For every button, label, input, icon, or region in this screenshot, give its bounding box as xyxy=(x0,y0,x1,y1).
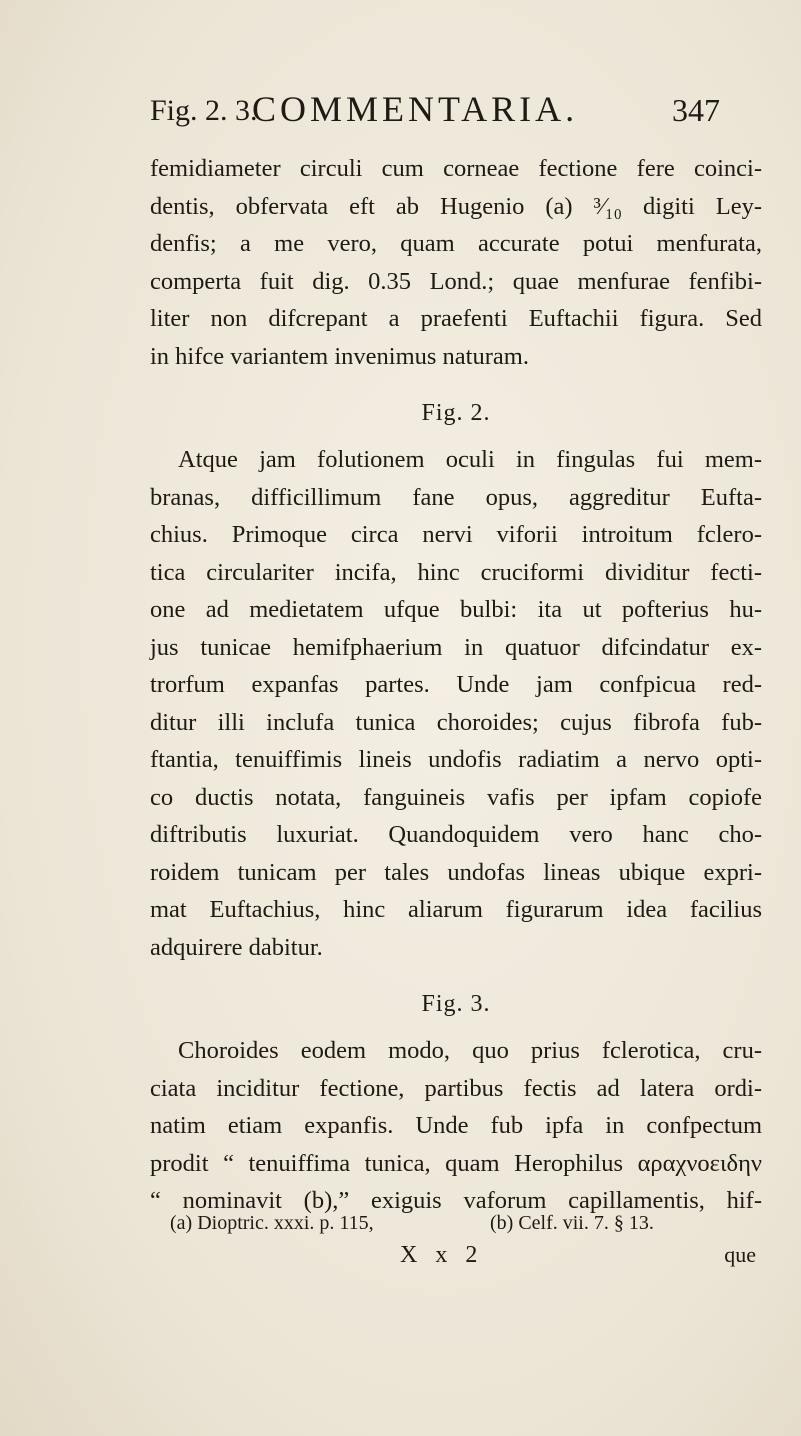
running-header xyxy=(150,86,720,132)
text-line: natim etiam expanfis. Unde fub ipfa in confpectum xyxy=(150,1112,762,1139)
text-line: dentis, obfervata eft ab Hugenio (a) ³⁄₁₀ digiti Ley- xyxy=(150,192,762,220)
text-line: prodit “ tenuiffima tunica, quam Herophilus αραχνοειδην xyxy=(150,1149,762,1177)
header-title: COMMENTARIA. xyxy=(252,89,579,129)
text-line: ciata inciditur fectione, partibus fectis ad latera ordi- xyxy=(150,1074,762,1102)
text-line: Atque jam folutionem oculi in fingulas fui mem- xyxy=(178,446,762,473)
text-line: “ nominavit (b),” exiguis vaforum capillamentis, hif- xyxy=(150,1187,762,1214)
text-line: branas, difficillimum fane opus, aggreditur Eufta- xyxy=(150,483,762,511)
footnote-a: (a) Dioptric. xxxi. p. 115, xyxy=(170,1212,374,1234)
text-line: jus tunicae hemifphaerium in quatuor difcindatur ex- xyxy=(150,633,762,661)
text-line: liter non difcrepant a praefenti Euftachii figura. Sed xyxy=(150,305,762,332)
text-line: denfis; a me vero, quam accurate potui menfurata, xyxy=(150,230,762,257)
text-line: one ad medietatem ufque bulbi: ita ut pofterius hu- xyxy=(150,596,762,623)
text-line: comperta fuit dig. 0.35 Lond.; quae menfurae fenfibi- xyxy=(150,267,762,295)
text-line: trorfum expanfas partes. Unde jam confpicua red- xyxy=(150,671,762,698)
figure-heading-2: Fig. 2. xyxy=(421,400,491,426)
footnotes xyxy=(170,1212,762,1272)
body-text xyxy=(150,150,762,1220)
text-line: mat Euftachius, hinc aliarum figurarum idea facilius xyxy=(150,896,762,923)
text-line: diftributis luxuriat. Quandoquidem vero hanc cho- xyxy=(150,821,762,848)
catchword: que xyxy=(724,1242,756,1267)
text-line: tica circulariter incifa, hinc cruciformi dividitur fecti- xyxy=(150,558,762,586)
signature-mark: X x 2 xyxy=(400,1242,484,1268)
figure-heading-3: Fig. 3. xyxy=(421,991,491,1017)
page-number: 347 xyxy=(672,92,720,128)
text-line: co ductis notata, fanguineis vafis per ipfam copiofe xyxy=(150,783,762,811)
signature-row xyxy=(170,1242,762,1272)
text-line: adquirere dabitur. xyxy=(150,933,323,961)
text-line: ditur illi inclufa tunica choroides; cujus fibrofa fub- xyxy=(150,708,762,736)
text-line: roidem tunicam per tales undofas lineas ubique expri- xyxy=(150,858,762,886)
text-line: Choroides eodem modo, quo prius fclerotica, cru- xyxy=(178,1037,762,1064)
text-line: ftantia, tenuiffimis lineis undofis radiatim a nervo opti- xyxy=(150,746,762,773)
footnote-b: (b) Celf. vii. 7. § 13. xyxy=(490,1212,654,1234)
text-line: chius. Primoque circa nervi viforii introitum fclero- xyxy=(150,521,762,548)
text-line: femidiameter circuli cum corneae fectione fere coinci- xyxy=(150,155,762,182)
footnote-row xyxy=(170,1212,762,1240)
header-figure-ref: Fig. 2. 3. xyxy=(150,94,258,127)
text-line: in hifce variantem invenimus naturam. xyxy=(150,342,529,370)
